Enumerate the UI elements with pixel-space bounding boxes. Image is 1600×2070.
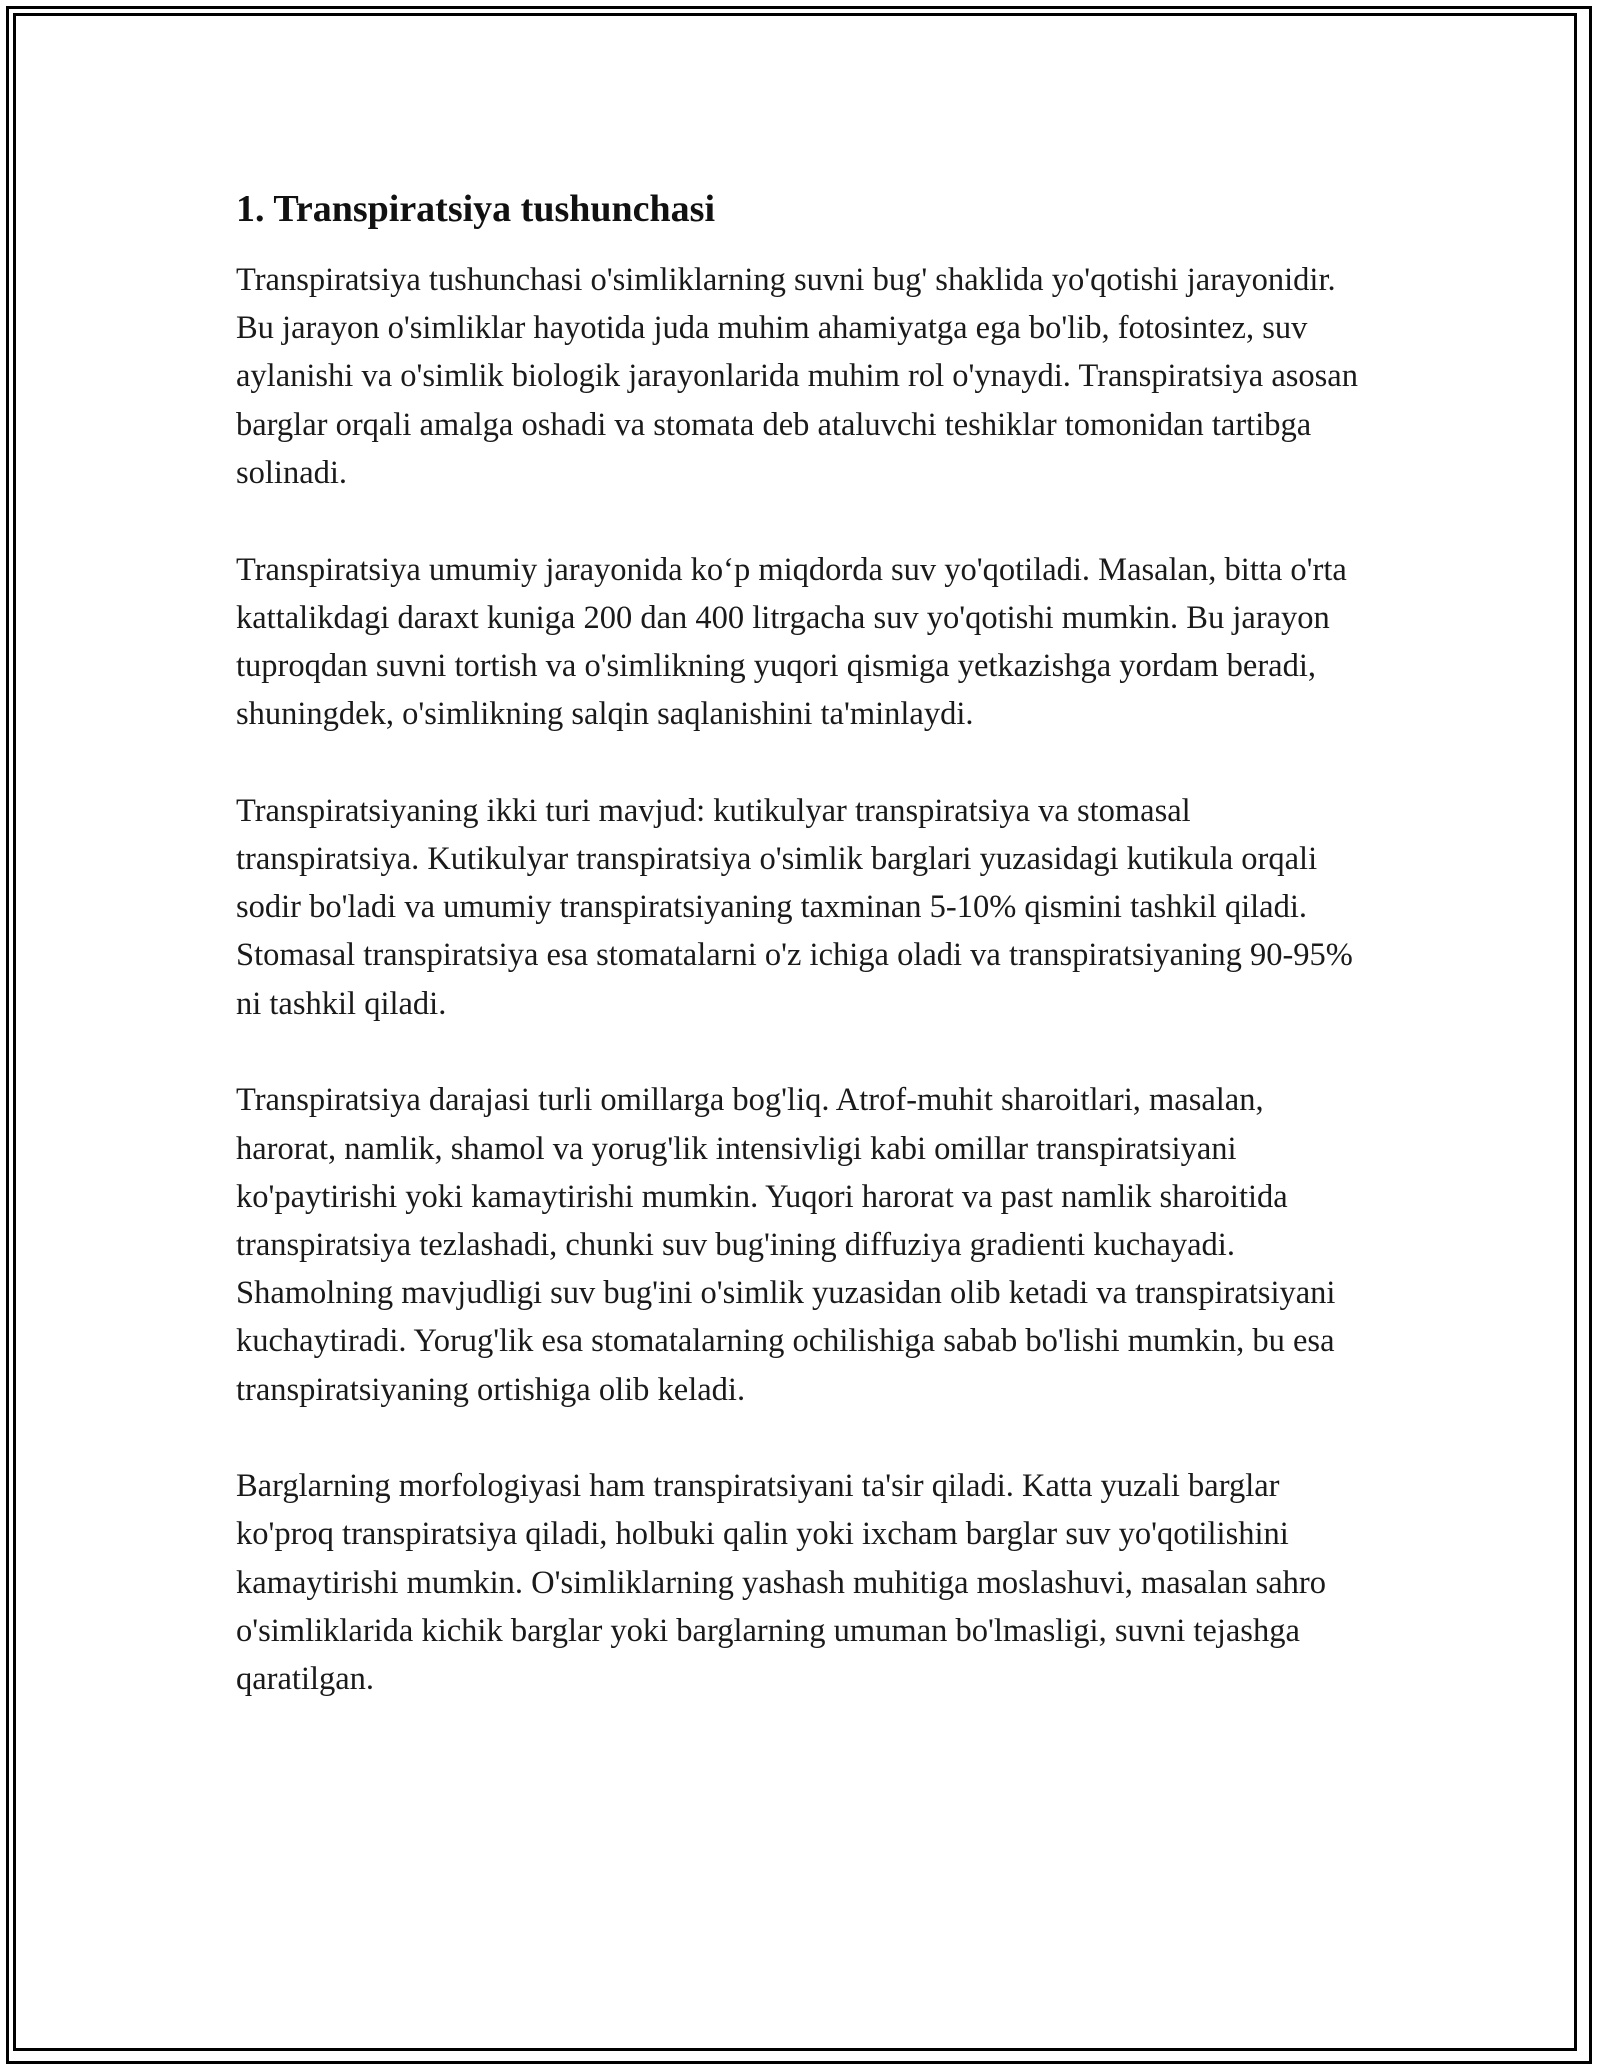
paragraph-5: Barglarning morfologiyasi ham transpiratsiyani ta'sir qiladi. Katta yuzali barglar ko'proq transpiratsiya qiladi, holbuki qalin yoki ixcham barglar suv yo'qotilishini kamaytirishi mumkin. O'simliklarning yashash muhitiga moslashuvi, masalan sahro o'simliklarida kichik barglar yoki barglarning umuman bo'lmasligi, suvni tejashga qaratilgan.	[236, 1468, 1326, 1698]
paragraph-1: Transpiratsiya tushunchasi o'simliklarning suvni bug' shaklida yo'qotishi jarayonidir. Bu jarayon o'simliklar hayotida juda muhim ahamiyatga ega bo'lib, fotosintez, suv aylanishi va o'simlik biologik jarayonlarida muhim rol o'ynaydi. Transpiratsiya asosan barglar orqali amalga oshadi va stomata deb ataluvchi teshiklar tomonidan tartibga solinadi.	[236, 262, 1358, 491]
section-heading: 1. Transpiratsiya tushunchasi	[236, 188, 716, 230]
paragraph-4: Transpiratsiya darajasi turli omillarga bog'liq. Atrof-muhit sharoitlari, masalan, harorat, namlik, shamol va yorug'lik intensivligi kabi omillar transpiratsiyani ko'paytirishi yoki kamaytirishi mumkin. Yuqori harorat va past namlik sharoitida transpiratsiya tezlashadi, chunki suv bug'ining diffuziya gradienti kuchayadi. Shamolning mavjudligi suv bug'ini o'simlik yuzasidan olib ketadi va transpiratsiyani kuchaytiradi. Yorug'lik esa stomatalarning ochilishiga sabab bo'lishi mumkin, bu esa transpiratsiyaning ortishiga olib keladi.	[236, 1082, 1336, 1408]
paragraph-3: Transpiratsiyaning ikki turi mavjud: kutikulyar transpiratsiya va stomasal transpiratsiya. Kutikulyar transpiratsiya o'simlik barglari yuzasidagi kutikula orqali sodir bo'ladi va umumiy transpiratsiyaning taxminan 5-10% qismini tashkil qiladi. Stomasal transpiratsiya esa stomatalarni o'z ichiga oladi va transpiratsiyaning 90-95% ni tashkil qiladi.	[236, 792, 1353, 1022]
document-body	[236, 186, 1370, 1752]
paragraph-2: Transpiratsiya umumiy jarayonida koʻp miqdorda suv yo'qotiladi. Masalan, bitta o'rta kattalikdagi daraxt kuniga 200 dan 400 litrgacha suv yo'qotishi mumkin. Bu jarayon tuproqdan suvni tortish va o'simlikning yuqori qismiga yetkazishga yordam beradi, shuningdek, o'simlikning salqin saqlanishini ta'minlaydi.	[236, 551, 1347, 733]
